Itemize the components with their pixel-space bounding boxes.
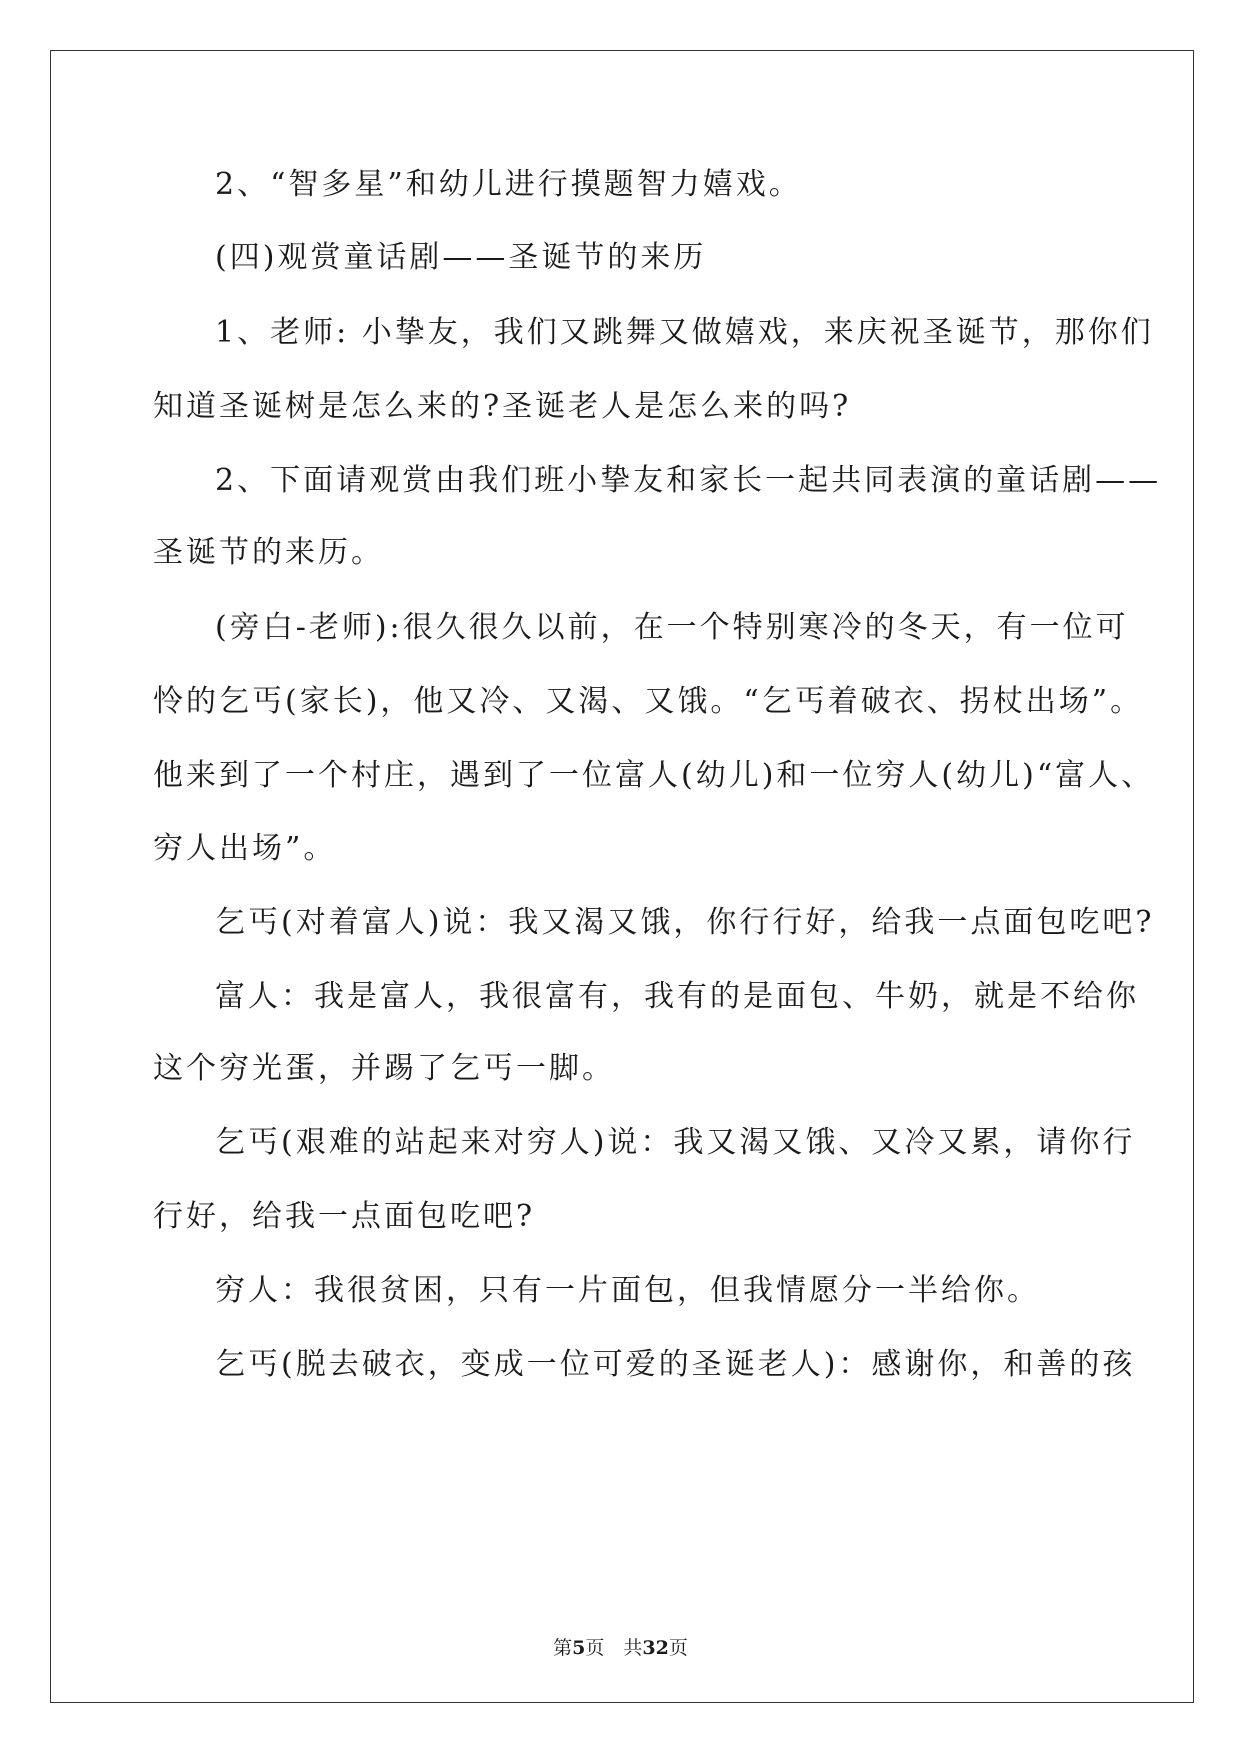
text-line: 1、老师: 小挚友，我们又跳舞又做嬉戏，来庆祝圣诞节，那你们 (215, 315, 1154, 350)
text-line: 富人：我是富人，我很富有，我有的是面包、牛奶，就是不给你 (215, 979, 1139, 1014)
text-line: 2、“智多星”和幼儿进行摸题智力嬉戏。 (215, 167, 802, 202)
footer-total-pages: 32 (642, 1637, 669, 1659)
text-line: 穷人：我很贫困，只有一片面包，但我情愿分一半给你。 (215, 1273, 1040, 1308)
text-line: (旁白-老师):很久很久以前，在一个特别寒冷的冬天，有一位可 (215, 610, 1129, 645)
text-line: 2、下面请观赏由我们班小挚友和家长一起共同表演的童话剧—— (215, 463, 1162, 498)
text-line: 怜的乞丐(家长)，他又冷、又渴、又饿。“乞丐着破衣、拐杖出场”。 (153, 684, 1144, 719)
page-border (50, 50, 1194, 1703)
footer-suffix: 页 (668, 1637, 688, 1659)
text-line: 圣诞节的来历。 (153, 535, 384, 570)
page-footer (0, 1633, 1241, 1660)
text-line: 知道圣诞树是怎么来的?圣诞老人是怎么来的吗? (153, 389, 852, 424)
text-line: 这个穷光蛋，并踢了乞丐一脚。 (153, 1051, 615, 1086)
text-line: 乞丐(脱去破衣，变成一位可爱的圣诞老人)：感谢你，和善的孩 (215, 1347, 1136, 1382)
footer-prefix: 第 (553, 1637, 573, 1659)
text-line: 他来到了一个村庄，遇到了一位富人(幼儿)和一位穷人(幼儿)“富人、 (153, 758, 1155, 793)
footer-page-number: 5 (572, 1637, 586, 1659)
footer-middle: 页 共 (585, 1637, 643, 1659)
text-line: 行好，给我一点面包吃吧? (153, 1199, 536, 1234)
text-line: 乞丐(艰难的站起来对穷人)说：我又渴又饿、又冷又累，请你行 (215, 1125, 1136, 1160)
text-line: 穷人出场”。 (153, 831, 337, 866)
text-line: 乞丐(对着富人)说：我又渴又饿，你行行好，给我一点面包吃吧? (215, 905, 1155, 940)
text-line: (四)观赏童话剧——圣诞节的来历 (215, 240, 707, 275)
